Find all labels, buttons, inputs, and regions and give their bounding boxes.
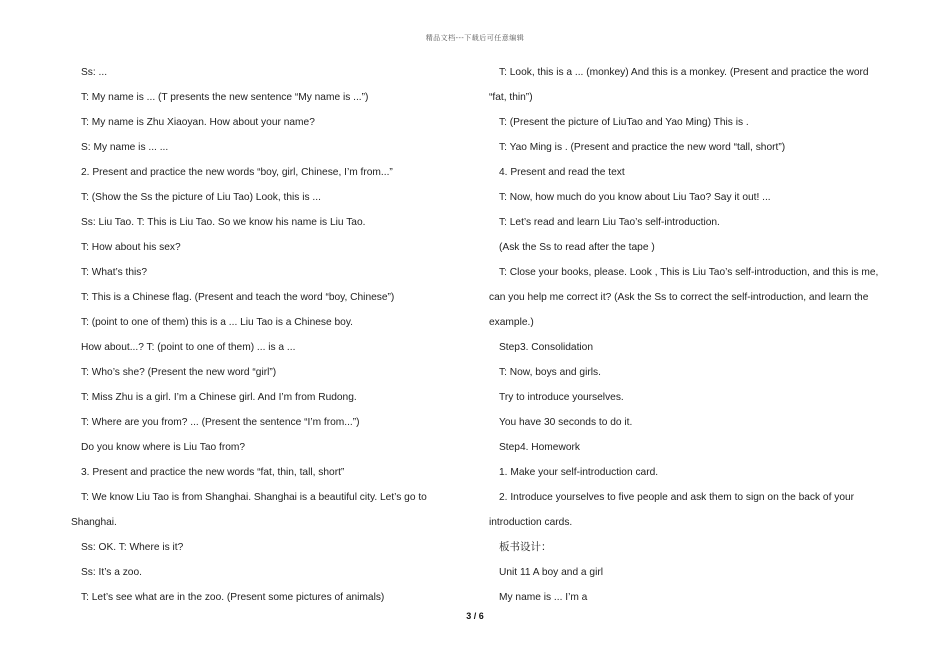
text-line: S: My name is ... ...: [81, 142, 169, 153]
text-line: T: Now, how much do you know about Liu Tao? Say it out! ...: [499, 192, 771, 203]
text-line: Unit 11 A boy and a girl: [499, 567, 604, 578]
text-line: 2. Introduce yourselves to five people and ask them to sign on the back of your: [499, 492, 855, 503]
text-line: example.): [489, 317, 534, 328]
text-line: 1. Make your self-introduction card.: [499, 467, 659, 478]
text-line: T: Miss Zhu is a girl. I’m a Chinese girl. And I’m from Rudong.: [81, 392, 357, 403]
text-line: Ss: It’s a zoo.: [81, 567, 142, 578]
text-line: Try to introduce yourselves.: [499, 392, 624, 403]
text-line: T: We know Liu Tao is from Shanghai. Shanghai is a beautiful city. Let’s go to: [81, 492, 427, 503]
text-line: T: My name is ... (T presents the new sentence “My name is ...”): [81, 92, 369, 103]
text-line: Shanghai.: [71, 517, 117, 528]
text-line: T: (Present the picture of LiuTao and Yao Ming) This is .: [499, 117, 749, 128]
text-line: Do you know where is Liu Tao from?: [81, 442, 246, 453]
text-line: Ss: ...: [81, 67, 108, 78]
text-line: Step3. Consolidation: [499, 342, 594, 353]
text-line: How about...? T: (point to one of them) ... is a ...: [81, 342, 296, 353]
text-line: T: Let’s see what are in the zoo. (Present some pictures of animals): [81, 592, 385, 603]
text-line: 4. Present and read the text: [499, 167, 625, 178]
text-line: T: How about his sex?: [81, 242, 181, 253]
text-line: introduction cards.: [489, 517, 573, 528]
text-line: can you help me correct it? (Ask the Ss to correct the self-introduction, and learn the: [489, 292, 869, 303]
text-line: T: (point to one of them) this is a ... Liu Tao is a Chinese boy.: [81, 317, 353, 328]
page-header: 精品文档---下载后可任意编辑: [425, 34, 525, 42]
text-line: T: Close your books, please. Look , This is Liu Tao’s self-introduction, and this is me,: [499, 267, 879, 278]
text-line: T: Let’s read and learn Liu Tao’s self-introduction.: [499, 217, 720, 228]
text-line: Ss: Liu Tao. T: This is Liu Tao. So we know his name is Liu Tao.: [81, 217, 366, 228]
text-line: (Ask the Ss to read after the tape ): [499, 242, 655, 253]
text-line: My name is ... I’m a: [499, 592, 588, 603]
text-line: T: Look, this is a ... (monkey) And this is a monkey. (Present and practice the word: [499, 67, 869, 78]
right-column: [489, 64, 881, 614]
text-line: 2. Present and practice the new words “boy, girl, Chinese, I’m from...”: [81, 167, 393, 178]
text-line: T: Who’s she? (Present the new word “girl”): [81, 367, 277, 378]
text-line: T: My name is Zhu Xiaoyan. How about your name?: [81, 117, 315, 128]
text-line: You have 30 seconds to do it.: [499, 417, 633, 428]
text-line: T: What’s this?: [81, 267, 148, 278]
page-number: 3 / 6: [466, 611, 484, 621]
text-line: Step4. Homework: [499, 442, 580, 453]
text-line: T: Yao Ming is . (Present and practice the new word “tall, short”): [499, 142, 786, 153]
text-line: T: This is a Chinese flag. (Present and teach the word “boy, Chinese”): [81, 292, 395, 303]
text-line: T: (Show the Ss the picture of Liu Tao) Look, this is ...: [81, 192, 321, 203]
left-column: [71, 64, 431, 614]
text-line: 3. Present and practice the new words “fat, thin, tall, short”: [81, 467, 345, 478]
text-line: “fat, thin”): [489, 92, 533, 103]
text-line: Ss: OK. T: Where is it?: [81, 542, 184, 553]
text-line: T: Now, boys and girls.: [499, 367, 601, 378]
text-line: 板书设计：: [499, 541, 552, 553]
text-line: T: Where are you from? ... (Present the sentence “I’m from...”): [81, 417, 360, 428]
